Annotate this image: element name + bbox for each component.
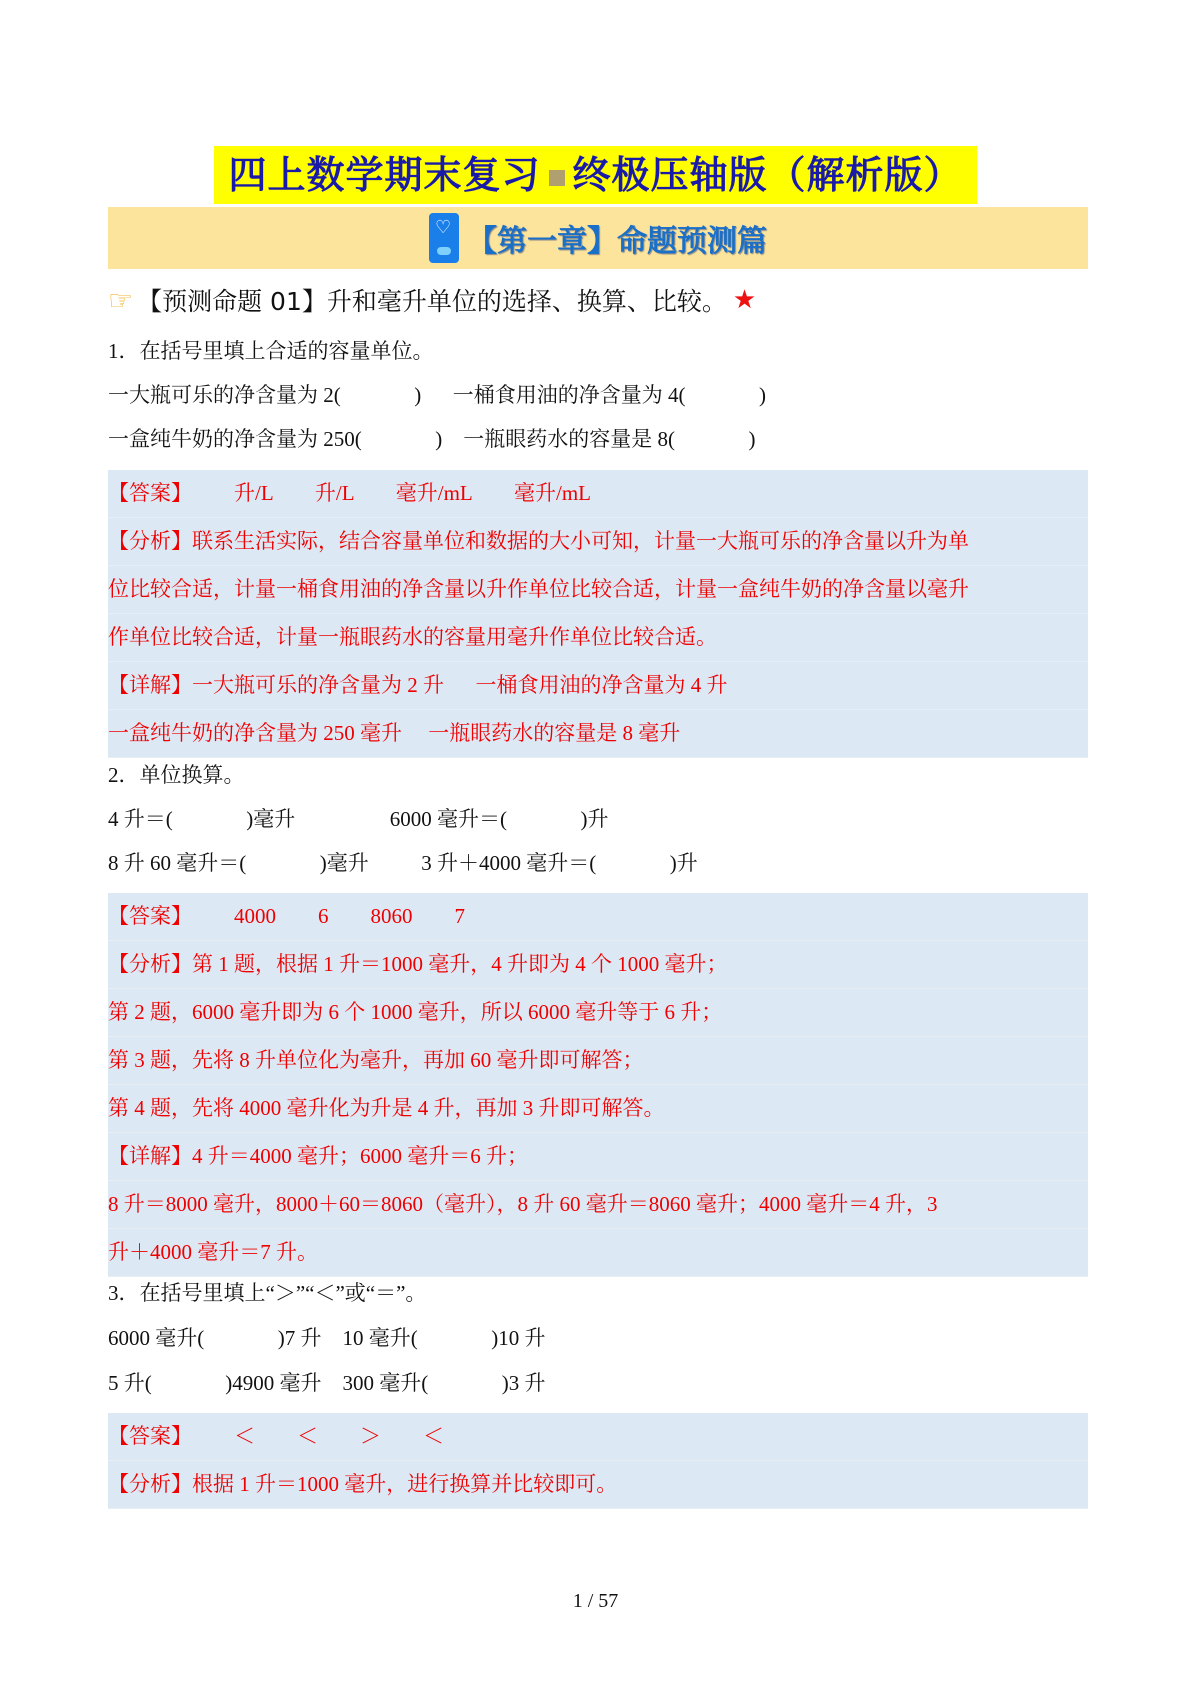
q2-detail-3: 升＋4000 毫升＝7 升。 xyxy=(108,1229,1088,1277)
q1-answer: 【答案】 升/L 升/L 毫升/mL 毫升/mL xyxy=(108,470,1088,518)
q2-detail-1: 【详解】4 升＝4000 毫升；6000 毫升＝6 升； xyxy=(108,1133,1088,1181)
title-separator-icon xyxy=(549,170,565,186)
q2-stem: 2．单位换算。 xyxy=(108,763,245,787)
q1-analysis-3: 作单位比较合适，计量一瓶眼药水的容量用毫升作单位比较合适。 xyxy=(108,614,1088,662)
q2-answer: 【答案】 4000 6 8060 7 xyxy=(108,893,1088,941)
title-left: 四上数学期末复习 xyxy=(228,153,541,197)
star-icon: ★ xyxy=(732,285,757,315)
q1-detail-2: 一盒纯牛奶的净含量为 250 毫升 一瓶眼药水的容量是 8 毫升 xyxy=(108,710,1088,758)
q1-line2: 一盒纯牛奶的净含量为 250( ) 一瓶眼药水的容量是 8( ) xyxy=(108,427,756,451)
q1-detail-1: 【详解】一大瓶可乐的净含量为 2 升 一桶食用油的净含量为 4 升 xyxy=(108,662,1088,710)
q3-stem: 3．在括号里填上“＞”“＜”或“＝”。 xyxy=(108,1281,427,1305)
q1-analysis-2: 位比较合适，计量一桶食用油的净含量以升作单位比较合适，计量一盒纯牛奶的净含量以毫升 xyxy=(108,566,1088,614)
topic-label: 【预测命题 01】升和毫升单位的选择、换算、比较。 xyxy=(137,287,727,316)
topic-heading xyxy=(108,282,756,318)
q2-analysis-2: 第 2 题，6000 毫升即为 6 个 1000 毫升，所以 6000 毫升等于 6 升； xyxy=(108,989,1088,1037)
document-title xyxy=(214,146,976,204)
q1-analysis-1: 【分析】联系生活实际，结合容量单位和数据的大小可知，计量一大瓶可乐的净含量以升为单 xyxy=(108,518,1088,566)
q2-answer-box xyxy=(108,893,1088,1277)
q1-stem: 1．在括号里填上合适的容量单位。 xyxy=(108,339,434,363)
pointing-hand-icon: ☞ xyxy=(108,283,134,317)
q3-analysis-1: 【分析】根据 1 升＝1000 毫升，进行换算并比较即可。 xyxy=(108,1461,1088,1509)
q3-answer: 【答案】 ＜ ＜ ＞ ＜ xyxy=(108,1413,1088,1461)
q3-line1: 6000 毫升( )7 升 10 毫升( )10 升 xyxy=(108,1326,546,1350)
q2-line2: 8 升 60 毫升＝( )毫升 3 升＋4000 毫升＝( )升 xyxy=(108,851,698,875)
heart-clipboard-icon xyxy=(429,213,459,263)
q2-line1: 4 升＝( )毫升 6000 毫升＝( )升 xyxy=(108,807,609,831)
page-number: 1 / 57 xyxy=(572,1590,619,1612)
title-right: 终极压轴版（解析版） xyxy=(572,153,963,197)
q2-analysis-4: 第 4 题，先将 4000 毫升化为升是 4 升，再加 3 升即可解答。 xyxy=(108,1085,1088,1133)
q1-answer-box xyxy=(108,470,1088,758)
q1-line1: 一大瓶可乐的净含量为 2( ) 一桶食用油的净含量为 4( ) xyxy=(108,383,766,407)
q2-analysis-1: 【分析】第 1 题，根据 1 升＝1000 毫升，4 升即为 4 个 1000 毫升； xyxy=(108,941,1088,989)
q3-line2: 5 升( )4900 毫升 300 毫升( )3 升 xyxy=(108,1371,546,1395)
q2-analysis-3: 第 3 题，先将 8 升单位化为毫升，再加 60 毫升即可解答； xyxy=(108,1037,1088,1085)
title-banner xyxy=(0,146,1191,204)
chapter-label: 【第一章】命题预测篇 xyxy=(467,224,767,259)
q2-detail-2: 8 升＝8000 毫升，8000＋60＝8060（毫升），8 升 60 毫升＝8060 毫升；4000 毫升＝4 升，3 xyxy=(108,1181,1088,1229)
q3-answer-box xyxy=(108,1413,1088,1509)
chapter-header xyxy=(108,207,1088,269)
